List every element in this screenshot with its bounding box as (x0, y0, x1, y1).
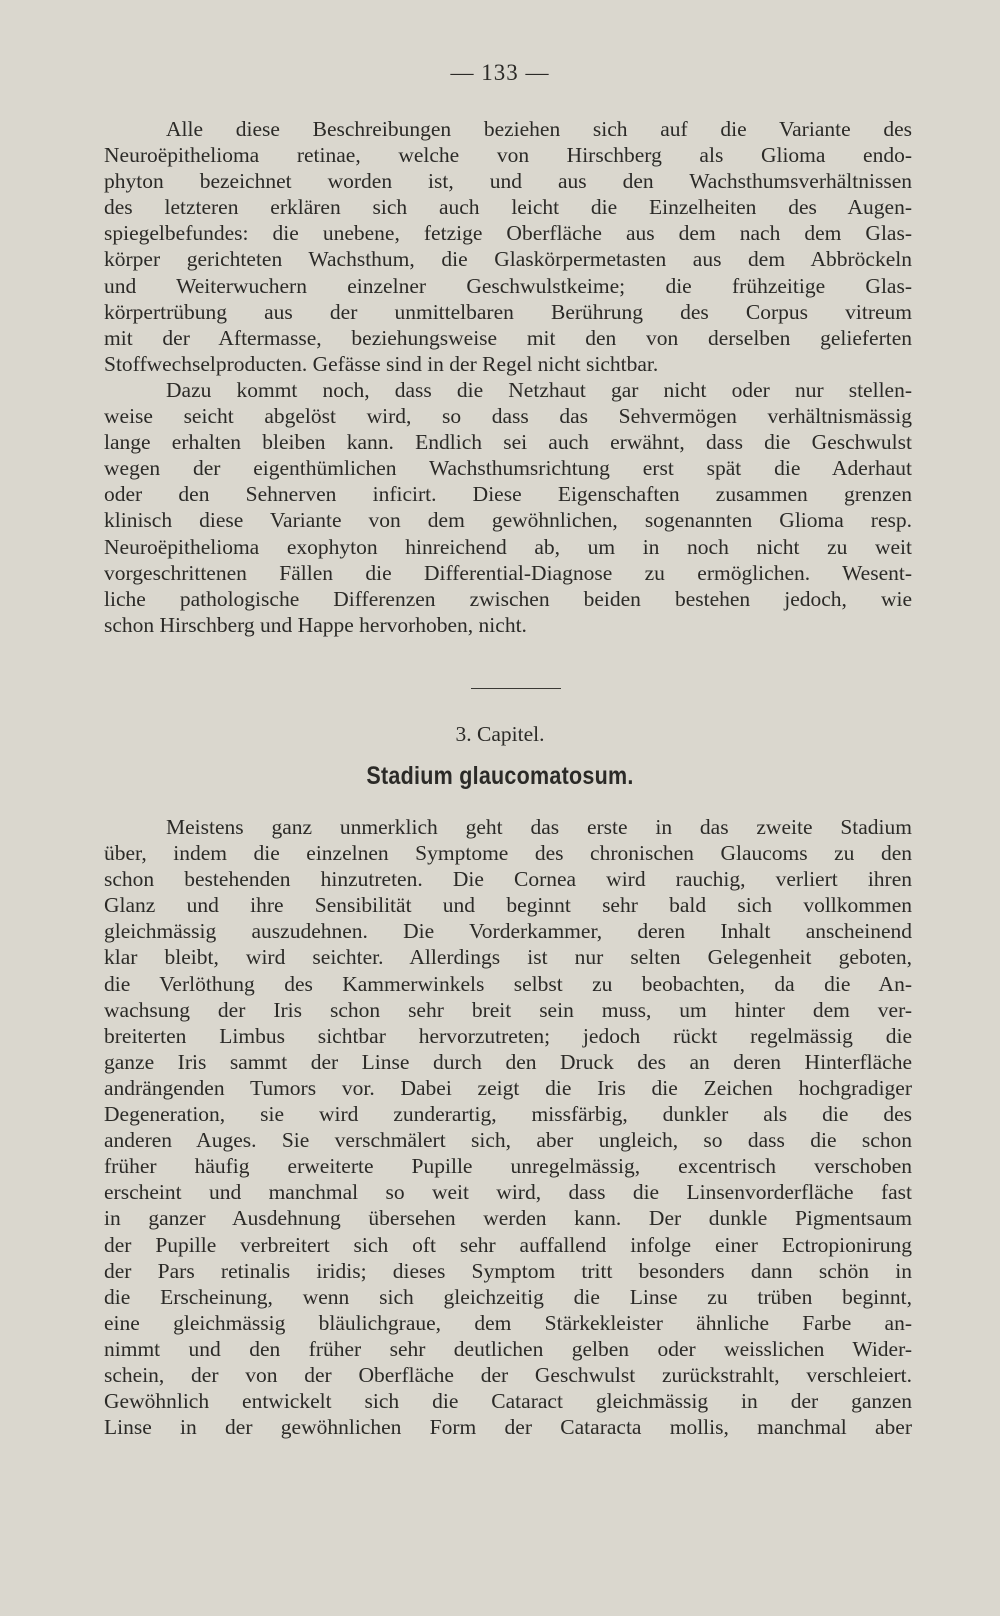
text-line: klinisch diese Variante von dem gewöhnlichen, sogenannten Glioma resp. (104, 508, 912, 533)
text-line: breiterten Limbus sichtbar hervorzutreten; jedoch rückt regelmässig die (104, 1023, 912, 1048)
text-line: früher häufig erweiterte Pupille unregelmässig, excentrisch verschoben (104, 1154, 912, 1179)
text-line: Neuroëpithelioma exophyton hinreichend ab, um in noch nicht zu weit (104, 534, 912, 559)
text-line: und Weiterwuchern einzelner Geschwulstkeime; die frühzeitige Glas- (104, 273, 912, 298)
text-line: schon bestehenden hinzutreten. Die Cornea wird rauchig, verliert ihren (104, 867, 912, 892)
text-line: klar bleibt, wird seichter. Allerdings ist nur selten Gelegenheit geboten, (104, 945, 912, 970)
text-line: Dazu kommt noch, dass die Netzhaut gar nicht oder nur stellen- (166, 378, 912, 402)
text-line: über, indem die einzelnen Symptome des chronischen Glaucoms zu den (104, 841, 912, 866)
text-line: schon Hirschberg und Happe hervorhoben, nicht. (104, 612, 527, 637)
text-line: in ganzer Ausdehnung übersehen werden kann. Der dunkle Pigmentsaum (104, 1206, 912, 1231)
paragraph-3 (104, 814, 912, 1440)
text-line: Neuroëpithelioma retinae, welche von Hirschberg als Glioma endo- (104, 143, 912, 168)
text-line: körpertrübung aus der unmittelbaren Berührung des Corpus vitreum (104, 299, 912, 324)
text-line: Degeneration, sie wird zunderartig, missfärbig, dunkler als die des (104, 1102, 912, 1127)
text-line: Meistens ganz unmerklich geht das erste in das zweite Stadium (166, 815, 912, 839)
text-line: lange erhalten bleiben kann. Endlich sei auch erwähnt, dass die Geschwulst (104, 430, 912, 455)
text-line: mit der Aftermasse, beziehungsweise mit den von derselben gelieferten (104, 325, 912, 350)
paragraph-1 (104, 116, 912, 377)
section-divider (471, 688, 561, 689)
paragraph-2 (104, 377, 912, 638)
page-number: — 133 — (450, 60, 550, 85)
chapter-title: Stadium glaucomatosum. (366, 762, 634, 790)
text-line: schein, der von der Oberfläche der Geschwulst zurückstrahlt, verschleiert. (104, 1362, 912, 1387)
text-line: phyton bezeichnet worden ist, und aus den Wachsthumsverhältnissen (104, 169, 912, 194)
text-line: Gewöhnlich entwickelt sich die Cataract gleichmässig in der ganzen (104, 1389, 912, 1414)
text-line: gleichmässig auszudehnen. Die Vorderkammer, deren Inhalt anscheinend (104, 919, 912, 944)
text-line: anderen Auges. Sie verschmälert sich, aber ungleich, so dass die schon (104, 1128, 912, 1153)
text-line: oder den Sehnerven inficirt. Diese Eigenschaften zusammen grenzen (104, 482, 912, 507)
text-line: die Erscheinung, wenn sich gleichzeitig die Linse zu trüben beginnt, (104, 1284, 912, 1309)
text-line: erscheint und manchmal so weit wird, dass die Linsenvorderfläche fast (104, 1180, 912, 1205)
text-line: Alle diese Beschreibungen beziehen sich auf die Variante des (166, 117, 912, 141)
text-line: spiegelbefundes: die unebene, fetzige Oberfläche aus dem nach dem Glas- (104, 221, 912, 246)
text-line: Linse in der gewöhnlichen Form der Cataracta mollis, manchmal aber (104, 1415, 912, 1440)
text-line: die Verlöthung des Kammerwinkels selbst zu beobachten, da die An- (104, 971, 912, 996)
text-line: ganze Iris sammt der Linse durch den Druck des an deren Hinterfläche (104, 1049, 912, 1074)
text-line: der Pars retinalis iridis; dieses Symptom tritt besonders dann schön in (104, 1258, 912, 1283)
text-line: des letzteren erklären sich auch leicht die Einzelheiten des Augen- (104, 195, 912, 220)
text-line: wachsung der Iris schon sehr breit sein muss, um hinter dem ver- (104, 997, 912, 1022)
text-line: körper gerichteten Wachsthum, die Glaskörpermetasten aus dem Abbröckeln (104, 247, 912, 272)
text-line: Stoffwechselproducten. Gefässe sind in der Regel nicht sichtbar. (104, 351, 659, 376)
text-line: vorgeschrittenen Fällen die Differential-Diagnose zu ermöglichen. Wesent- (104, 560, 912, 585)
text-line: andrängenden Tumors vor. Dabei zeigt die Iris die Zeichen hochgradiger (104, 1075, 912, 1100)
text-line: Glanz und ihre Sensibilität und beginnt sehr bald sich vollkommen (104, 893, 912, 918)
text-line: eine gleichmässig bläulichgraue, dem Stärkekleister ähnliche Farbe an- (104, 1310, 912, 1335)
text-line: weise seicht abgelöst wird, so dass das Sehvermögen verhältnismässig (104, 404, 912, 429)
text-line: der Pupille verbreitert sich oft sehr auffallend infolge einer Ectropionirung (104, 1232, 912, 1257)
chapter-number: 3. Capitel. (455, 722, 545, 746)
text-line: nimmt und den früher sehr deutlichen gelben oder weisslichen Wider- (104, 1336, 912, 1361)
text-line: liche pathologische Differenzen zwischen beiden bestehen jedoch, wie (104, 586, 912, 611)
text-line: wegen der eigenthümlichen Wachsthumsrichtung erst spät die Aderhaut (104, 456, 912, 481)
